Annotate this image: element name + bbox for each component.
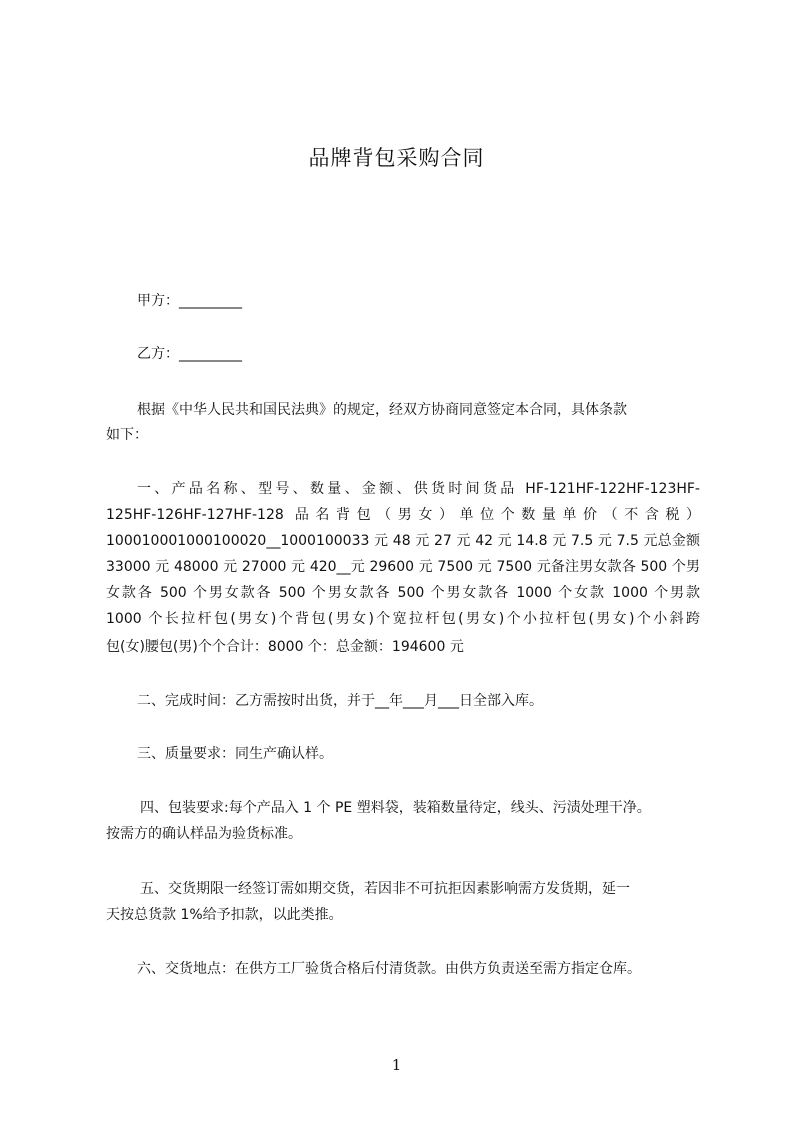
page-title: 品牌背包采购合同 <box>308 146 485 170</box>
clause1-line-6: 1000 个长拉杆包(男女)个背包(男女)个宽拉杆包(男女)个小拉杆包(男女)个小斜跨 <box>106 611 700 627</box>
clause1-line-2: 125HF-126HF-127HF-128 品名背包（男女）单位个数量单价（不含税） <box>106 507 700 523</box>
intro-line-1: 根据《中华人民共和国民法典》的规定，经双方协商同意签定本合同，具体条款 <box>137 402 627 418</box>
clause1-line-7: 包(女)腰包(男)个个合计：8000 个：总金额：194600 元 <box>106 639 464 655</box>
clause5-line-2: 天按总货款 1%给予扣款，以此类推。 <box>106 907 343 923</box>
clause5-line-1: 五、交货期限一经签订需如期交货，若因非不可抗拒因素影响需方发货期，延一 <box>140 881 630 897</box>
clause1-line-1: 一、产品名称、型号、数量、金额、供货时间货品 HF-121HF-122HF-123HF- <box>137 481 700 497</box>
clause4-line-1: 四、包装要求:每个产品入 1 个 PE 塑料袋，装箱数量待定，线头、污渍处理干净。 <box>140 800 651 816</box>
page-number: 1 <box>391 1056 402 1074</box>
clause2: 二、完成时间：乙方需按时出货，并于__年___月___日全部入库。 <box>137 693 543 709</box>
clause1-line-4: 33000 元 48000 元 27000 元 420__元 29600 元 7500 元 7500 元备注男女款各 500 个男 <box>106 559 700 575</box>
clause3: 三、质量要求：同生产确认样。 <box>137 746 333 762</box>
clause4-line-2: 按需方的确认样品为验货标准。 <box>106 826 302 842</box>
party-b: 乙方：_________ <box>137 346 242 362</box>
clause1-line-3: 100010001000100020__1000100033 元 48 元 27 元 42 元 14.8 元 7.5 元 7.5 元总金额 <box>106 533 700 549</box>
party-a: 甲方：_________ <box>137 293 242 309</box>
clause6: 六、交货地点：在供方工厂验货合格后付清货款。由供方负责送至需方指定仓库。 <box>137 961 641 977</box>
clause1-line-5: 女款各 500 个男女款各 500 个男女款各 500 个男女款各 1000 个女款 1000 个男款 <box>106 585 700 601</box>
intro-line-2: 如下： <box>106 427 148 443</box>
